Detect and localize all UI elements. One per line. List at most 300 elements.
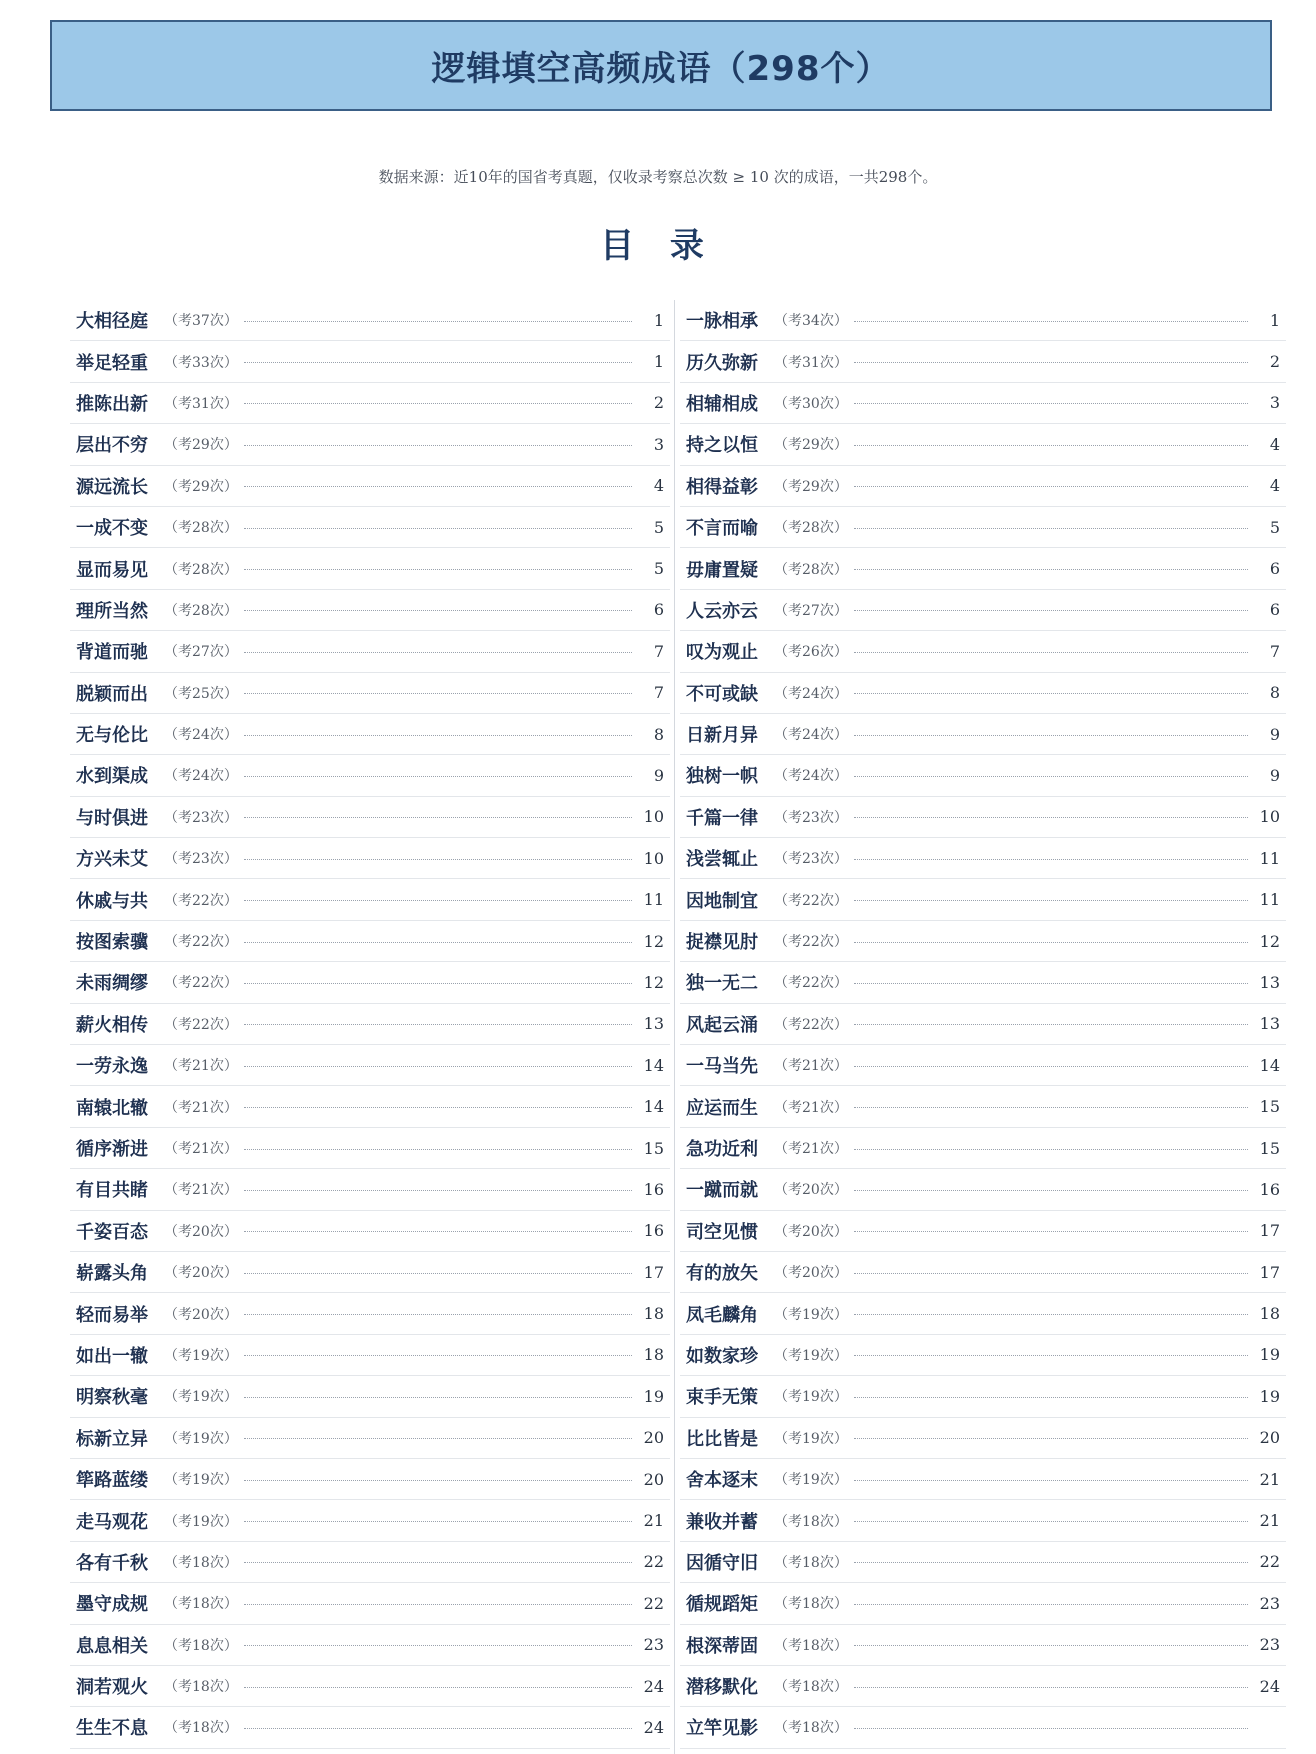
toc-entry[interactable]	[70, 1418, 670, 1459]
toc-entry[interactable]	[70, 1583, 670, 1624]
toc-entry[interactable]	[70, 1128, 670, 1169]
toc-entry[interactable]	[680, 714, 1286, 755]
toc-entry-page-number: 6	[1269, 559, 1280, 579]
toc-entry[interactable]	[70, 1459, 670, 1500]
toc-entry-count: （考24次）	[164, 768, 238, 785]
toc-entry[interactable]	[680, 1293, 1286, 1334]
toc-entry-count: （考21次）	[774, 1099, 848, 1116]
toc-entry-page-number: 19	[1259, 1386, 1280, 1406]
toc-entry-idiom: 比比皆是	[686, 1428, 758, 1450]
toc-entry-page-number: 16	[1259, 1179, 1280, 1199]
toc-entry[interactable]	[680, 838, 1286, 879]
toc-entry-count: （考25次）	[164, 685, 238, 702]
toc-entry-idiom: 一蹴而就	[686, 1180, 758, 1202]
dot-leader	[244, 1521, 632, 1522]
toc-entry[interactable]	[680, 1128, 1286, 1169]
toc-entry-idiom: 一马当先	[686, 1056, 758, 1078]
toc-entry-count: （考19次）	[164, 1347, 238, 1364]
toc-entry-page-number: 20	[643, 1469, 664, 1489]
toc-entry[interactable]	[70, 300, 670, 341]
dot-leader	[854, 693, 1248, 694]
dot-leader	[854, 1355, 1248, 1356]
toc-entry-idiom: 洞若观火	[76, 1677, 148, 1699]
toc-entry-idiom: 脱颖而出	[76, 683, 148, 705]
toc-entry[interactable]	[70, 507, 670, 548]
toc-entry-count: （考19次）	[774, 1306, 848, 1323]
toc-entry[interactable]	[680, 1086, 1286, 1127]
dot-leader	[244, 859, 632, 860]
toc-entry-idiom: 显而易见	[76, 559, 148, 581]
toc-entry-page-number: 9	[653, 765, 664, 785]
toc-entry-page-number: 22	[643, 1552, 664, 1572]
toc-entry-idiom: 崭露头角	[76, 1263, 148, 1285]
toc-entry[interactable]	[70, 590, 670, 631]
toc-entry-idiom: 薪火相传	[76, 1014, 148, 1036]
dot-leader	[244, 1149, 632, 1150]
toc-entry-page-number: 7	[1269, 641, 1280, 661]
toc-entry-count: （考28次）	[774, 561, 848, 578]
toc-entry-page-number: 19	[1259, 1345, 1280, 1365]
toc-entry-page-number: 22	[643, 1593, 664, 1613]
toc-entry[interactable]	[70, 1004, 670, 1045]
dot-leader	[244, 1397, 632, 1398]
toc-entry-count: （考37次）	[164, 313, 238, 330]
dot-leader	[244, 1480, 632, 1481]
toc-entry-page-number: 21	[1259, 1469, 1280, 1489]
toc-entry-count: （考28次）	[164, 561, 238, 578]
toc-entry-count: （考29次）	[774, 478, 848, 495]
toc-entry[interactable]	[70, 1376, 670, 1417]
toc-entry-page-number: 15	[643, 1138, 664, 1158]
toc-entry-count: （考22次）	[774, 1016, 848, 1033]
toc-entry-page-number: 17	[643, 1262, 664, 1282]
toc-entry-page-number: 14	[1259, 1055, 1280, 1075]
toc-entry-idiom: 兼收并蓄	[686, 1511, 758, 1533]
toc-entry-count: （考22次）	[774, 934, 848, 951]
dot-leader	[244, 942, 632, 943]
toc-entry[interactable]	[70, 1252, 670, 1293]
toc-entry[interactable]	[70, 673, 670, 714]
toc-entry-count: （考19次）	[774, 1389, 848, 1406]
toc-entry[interactable]	[70, 424, 670, 465]
toc-entry-idiom: 标新立异	[76, 1428, 148, 1450]
toc-entry-idiom: 有目共睹	[76, 1180, 148, 1202]
toc-entry[interactable]	[680, 1252, 1286, 1293]
toc-entry-count: （考20次）	[774, 1265, 848, 1282]
dot-leader	[854, 1397, 1248, 1398]
toc-entry[interactable]	[680, 1418, 1286, 1459]
toc-entry-count: （考19次）	[164, 1389, 238, 1406]
toc-entry-page-number: 11	[1259, 848, 1280, 868]
toc-entry-idiom: 独树一帜	[686, 766, 758, 788]
title-banner	[50, 20, 1272, 111]
dot-leader	[854, 776, 1248, 777]
toc-entry-count: （考20次）	[774, 1182, 848, 1199]
toc-entry[interactable]	[680, 1707, 1286, 1748]
toc-entry-page-number: 10	[643, 807, 664, 827]
toc-entry-count: （考24次）	[774, 685, 848, 702]
toc-entry-page-number: 3	[1269, 393, 1280, 413]
toc-entry-idiom: 举足轻重	[76, 352, 148, 374]
dot-leader	[244, 1604, 632, 1605]
toc-entry-idiom: 根深蒂固	[686, 1635, 758, 1657]
toc-entry-idiom: 明察秋毫	[76, 1387, 148, 1409]
toc-entry-page-number: 10	[1259, 807, 1280, 827]
toc-entry[interactable]	[70, 631, 670, 672]
toc-entry[interactable]	[680, 1376, 1286, 1417]
dot-leader	[244, 1355, 632, 1356]
dot-leader	[244, 321, 632, 322]
toc-entry-count: （考31次）	[774, 354, 848, 371]
dot-leader	[854, 445, 1248, 446]
toc-entry-page-number: 4	[1269, 476, 1280, 496]
toc-entry[interactable]	[70, 838, 670, 879]
toc-entry-count: （考18次）	[164, 1596, 238, 1613]
toc-entry[interactable]	[680, 424, 1286, 465]
toc-entry[interactable]	[70, 548, 670, 589]
toc-entry[interactable]	[680, 590, 1286, 631]
toc-entry-idiom: 按图索骥	[76, 932, 148, 954]
toc-entry-idiom: 墨守成规	[76, 1594, 148, 1616]
toc-entry-page-number: 5	[653, 559, 664, 579]
toc-entry[interactable]	[680, 300, 1286, 341]
toc-entry-idiom: 相得益彰	[686, 476, 758, 498]
toc-entry[interactable]	[680, 673, 1286, 714]
toc-entry[interactable]	[680, 507, 1286, 548]
toc-entry-page-number: 18	[643, 1345, 664, 1365]
toc-entry[interactable]	[70, 1666, 670, 1707]
toc-entry-page-number: 17	[1259, 1262, 1280, 1282]
toc-entry-count: （考21次）	[774, 1141, 848, 1157]
toc-entry[interactable]	[680, 1625, 1286, 1666]
toc-entry[interactable]	[680, 1004, 1286, 1045]
toc-entry-count: （考20次）	[774, 1223, 848, 1240]
dot-leader	[244, 1190, 632, 1191]
toc-entry-count: （考19次）	[164, 1430, 238, 1447]
toc-entry[interactable]	[680, 797, 1286, 838]
dot-leader	[244, 1024, 632, 1025]
toc-entry-page-number: 2	[1269, 352, 1280, 372]
dot-leader	[854, 1190, 1248, 1191]
dot-leader	[854, 1273, 1248, 1274]
table-of-contents	[70, 300, 1286, 1754]
dot-leader	[854, 859, 1248, 860]
dot-leader	[854, 1480, 1248, 1481]
toc-entry[interactable]	[680, 383, 1286, 424]
toc-entry-page-number: 10	[643, 848, 664, 868]
dot-leader	[244, 1562, 632, 1563]
toc-entry[interactable]	[680, 548, 1286, 589]
toc-entry-count: （考23次）	[164, 809, 238, 826]
dot-leader	[244, 1438, 632, 1439]
toc-entry-idiom: 叹为观止	[686, 642, 758, 664]
toc-entry-page-number: 1	[653, 352, 664, 372]
toc-entry-idiom: 日新月异	[686, 725, 758, 747]
toc-entry-count: （考19次）	[164, 1472, 238, 1489]
toc-entry-page-number: 14	[643, 1097, 664, 1117]
toc-entry-page-number: 18	[643, 1304, 664, 1324]
toc-entry[interactable]	[70, 1086, 670, 1127]
toc-entry[interactable]	[680, 1500, 1286, 1541]
dot-leader	[854, 321, 1248, 322]
toc-entry-page-number: 13	[1259, 972, 1280, 992]
toc-entry-page-number: 11	[1259, 890, 1280, 910]
toc-entry-count: （考30次）	[774, 395, 848, 412]
toc-entry-idiom: 潜移默化	[686, 1677, 758, 1699]
dot-leader	[854, 1604, 1248, 1605]
toc-entry[interactable]	[70, 1169, 670, 1210]
toc-entry-idiom: 南辕北辙	[76, 1097, 148, 1119]
toc-entry-idiom: 如数家珍	[686, 1345, 758, 1367]
dot-leader	[854, 1687, 1248, 1688]
toc-entry[interactable]	[680, 755, 1286, 796]
toc-entry[interactable]	[70, 1045, 670, 1086]
dot-leader	[244, 1314, 632, 1315]
toc-entry[interactable]	[680, 921, 1286, 962]
toc-entry-count: （考18次）	[164, 1554, 238, 1571]
toc-entry-idiom: 毋庸置疑	[686, 559, 758, 581]
toc-entry[interactable]	[680, 631, 1286, 672]
toc-entry-page-number: 9	[1269, 765, 1280, 785]
dot-leader	[854, 528, 1248, 529]
dot-leader	[854, 1231, 1248, 1232]
toc-entry-idiom: 循规蹈矩	[686, 1594, 758, 1616]
toc-entry-page-number: 18	[1259, 1304, 1280, 1324]
toc-entry[interactable]	[680, 1666, 1286, 1707]
toc-entry[interactable]	[680, 1542, 1286, 1583]
toc-entry-count: （考20次）	[164, 1265, 238, 1282]
toc-entry-idiom: 无与伦比	[76, 725, 148, 747]
toc-entry-idiom: 因循守旧	[686, 1552, 758, 1574]
toc-entry[interactable]	[70, 962, 670, 1003]
column-divider	[674, 300, 675, 1754]
toc-entry-page-number: 16	[643, 1221, 664, 1241]
toc-entry-page-number: 9	[1269, 724, 1280, 744]
dot-leader	[854, 652, 1248, 653]
dot-leader	[244, 1645, 632, 1646]
toc-entry-idiom: 不言而喻	[686, 518, 758, 540]
toc-entry[interactable]	[680, 341, 1286, 382]
toc-entry-idiom: 持之以恒	[686, 435, 758, 457]
toc-entry-count: （考22次）	[164, 934, 238, 951]
toc-entry-idiom: 浅尝辄止	[686, 849, 758, 871]
toc-entry[interactable]	[680, 962, 1286, 1003]
toc-entry-count: （考34次）	[774, 313, 848, 330]
dot-leader	[244, 652, 632, 653]
toc-right-column	[680, 300, 1286, 1749]
toc-entry-idiom: 与时俱进	[76, 807, 148, 829]
toc-entry-page-number: 8	[653, 724, 664, 744]
dot-leader	[854, 1314, 1248, 1315]
toc-entry-count: （考20次）	[164, 1223, 238, 1240]
toc-left-column	[70, 300, 670, 1749]
toc-entry-count: （考29次）	[164, 478, 238, 495]
toc-entry-page-number: 1	[1269, 310, 1280, 330]
dot-leader	[854, 817, 1248, 818]
toc-entry[interactable]	[680, 1211, 1286, 1252]
toc-entry-page-number: 15	[1259, 1138, 1280, 1158]
toc-entry[interactable]	[680, 879, 1286, 920]
dot-leader	[854, 1066, 1248, 1067]
toc-entry-page-number: 6	[1269, 600, 1280, 620]
toc-entry[interactable]	[70, 383, 670, 424]
dot-leader	[244, 569, 632, 570]
toc-entry-idiom: 有的放矢	[686, 1263, 758, 1285]
dot-leader	[854, 610, 1248, 611]
toc-entry[interactable]	[70, 341, 670, 382]
dot-leader	[244, 1728, 632, 1729]
toc-entry-idiom: 相辅相成	[686, 393, 758, 415]
toc-entry-page-number: 24	[1259, 1676, 1280, 1696]
dot-leader	[854, 403, 1248, 404]
toc-entry-idiom: 一劳永逸	[76, 1056, 148, 1078]
toc-entry-idiom: 立竿见影	[686, 1718, 758, 1740]
toc-entry-count: （考22次）	[774, 892, 848, 909]
toc-entry[interactable]	[70, 1625, 670, 1666]
toc-entry-idiom: 捉襟见肘	[686, 932, 758, 954]
toc-entry-page-number: 22	[1259, 1552, 1280, 1572]
toc-entry[interactable]	[680, 466, 1286, 507]
toc-entry-page-number: 23	[643, 1635, 664, 1655]
toc-entry-count: （考23次）	[774, 851, 848, 868]
toc-entry-page-number: 5	[1269, 517, 1280, 537]
toc-entry-page-number: 15	[1259, 1097, 1280, 1117]
toc-entry-count: （考19次）	[164, 1513, 238, 1530]
toc-entry-idiom: 休戚与共	[76, 890, 148, 912]
dot-leader	[854, 1438, 1248, 1439]
toc-entry-count: （考27次）	[164, 644, 238, 661]
toc-entry-count: （考27次）	[774, 602, 848, 619]
dot-leader	[244, 735, 632, 736]
toc-entry-count: （考18次）	[164, 1637, 238, 1654]
toc-entry-idiom: 水到渠成	[76, 766, 148, 788]
toc-entry-page-number: 16	[643, 1179, 664, 1199]
toc-entry-page-number: 12	[1259, 931, 1280, 951]
toc-entry-count: （考18次）	[774, 1554, 848, 1571]
toc-entry-idiom: 层出不穷	[76, 435, 148, 457]
toc-entry-count: （考31次）	[164, 395, 238, 412]
toc-entry-idiom: 一脉相承	[686, 311, 758, 333]
toc-entry[interactable]	[70, 879, 670, 920]
dot-leader	[244, 1687, 632, 1688]
toc-entry-page-number: 17	[1259, 1221, 1280, 1241]
toc-entry-count: （考21次）	[164, 1099, 238, 1116]
toc-entry-page-number: 6	[653, 600, 664, 620]
dot-leader	[244, 817, 632, 818]
toc-entry-page-number: 1	[653, 310, 664, 330]
toc-entry-idiom: 如出一辙	[76, 1345, 148, 1367]
toc-entry[interactable]	[70, 755, 670, 796]
toc-entry-page-number: 11	[643, 890, 664, 910]
toc-entry[interactable]	[680, 1583, 1286, 1624]
toc-entry-page-number: 20	[643, 1428, 664, 1448]
page-title: 逻辑填空高频成语（298个）	[431, 49, 891, 89]
toc-entry-page-number: 13	[1259, 1014, 1280, 1034]
toc-entry-page-number: 24	[643, 1717, 664, 1737]
toc-entry[interactable]	[680, 1045, 1286, 1086]
toc-entry-idiom: 息息相关	[76, 1635, 148, 1657]
dot-leader	[244, 693, 632, 694]
toc-entry-page-number: 8	[1269, 683, 1280, 703]
toc-entry-count: （考23次）	[774, 809, 848, 826]
toc-entry[interactable]	[70, 1500, 670, 1541]
toc-entry[interactable]	[680, 1459, 1286, 1500]
toc-entry-idiom: 独一无二	[686, 973, 758, 995]
toc-entry-idiom: 风起云涌	[686, 1014, 758, 1036]
toc-entry-page-number: 13	[643, 1014, 664, 1034]
toc-entry[interactable]	[70, 1211, 670, 1252]
toc-entry-idiom: 司空见惯	[686, 1221, 758, 1243]
toc-entry-count: （考19次）	[774, 1472, 848, 1489]
toc-entry-idiom: 历久弥新	[686, 352, 758, 374]
dot-leader	[854, 900, 1248, 901]
toc-entry[interactable]	[70, 1293, 670, 1334]
dot-leader	[244, 1066, 632, 1067]
toc-entry[interactable]	[70, 1707, 670, 1748]
toc-entry-idiom: 应运而生	[686, 1097, 758, 1119]
dot-leader	[244, 445, 632, 446]
toc-entry-count: （考18次）	[774, 1679, 848, 1696]
toc-entry-idiom: 背道而驰	[76, 642, 148, 664]
toc-entry-count: （考19次）	[774, 1347, 848, 1364]
toc-entry-count: （考18次）	[164, 1679, 238, 1696]
dot-leader	[244, 983, 632, 984]
dot-leader	[854, 735, 1248, 736]
toc-entry-count: （考19次）	[774, 1430, 848, 1447]
toc-entry-page-number: 14	[643, 1055, 664, 1075]
toc-entry-idiom: 方兴未艾	[76, 849, 148, 871]
toc-entry-count: （考28次）	[164, 602, 238, 619]
toc-entry-idiom: 因地制宜	[686, 890, 758, 912]
toc-entry-count: （考18次）	[164, 1720, 238, 1737]
toc-entry-count: （考22次）	[164, 975, 238, 992]
toc-entry-idiom: 急功近利	[686, 1139, 758, 1160]
toc-entry[interactable]	[70, 1542, 670, 1583]
toc-entry[interactable]	[70, 1335, 670, 1376]
toc-entry-count: （考21次）	[164, 1182, 238, 1199]
toc-entry-idiom: 推陈出新	[76, 393, 148, 415]
toc-entry[interactable]	[70, 921, 670, 962]
toc-entry[interactable]	[70, 466, 670, 507]
toc-entry-count: （考21次）	[164, 1141, 238, 1157]
dot-leader	[244, 528, 632, 529]
dot-leader	[854, 486, 1248, 487]
toc-entry-count: （考28次）	[774, 520, 848, 537]
toc-entry-idiom: 凤毛麟角	[686, 1304, 758, 1326]
toc-entry-page-number: 12	[643, 931, 664, 951]
toc-entry[interactable]	[70, 714, 670, 755]
toc-entry-count: （考26次）	[774, 644, 848, 661]
toc-entry-idiom: 大相径庭	[76, 311, 148, 333]
toc-entry[interactable]	[680, 1335, 1286, 1376]
toc-entry-count: （考23次）	[164, 851, 238, 868]
toc-entry[interactable]	[680, 1169, 1286, 1210]
toc-entry-count: （考21次）	[164, 1058, 238, 1075]
toc-entry[interactable]	[70, 797, 670, 838]
toc-entry-page-number: 3	[653, 434, 664, 454]
dot-leader	[854, 569, 1248, 570]
toc-entry-page-number: 7	[653, 641, 664, 661]
dot-leader	[244, 486, 632, 487]
dot-leader	[854, 1107, 1248, 1108]
toc-entry-count: （考18次）	[774, 1637, 848, 1654]
toc-entry-count: （考22次）	[774, 975, 848, 992]
dot-leader	[854, 942, 1248, 943]
toc-entry-idiom: 走马观花	[76, 1511, 148, 1533]
dot-leader	[854, 1521, 1248, 1522]
toc-entry-idiom: 理所当然	[76, 600, 148, 622]
toc-entry-count: （考18次）	[774, 1596, 848, 1613]
